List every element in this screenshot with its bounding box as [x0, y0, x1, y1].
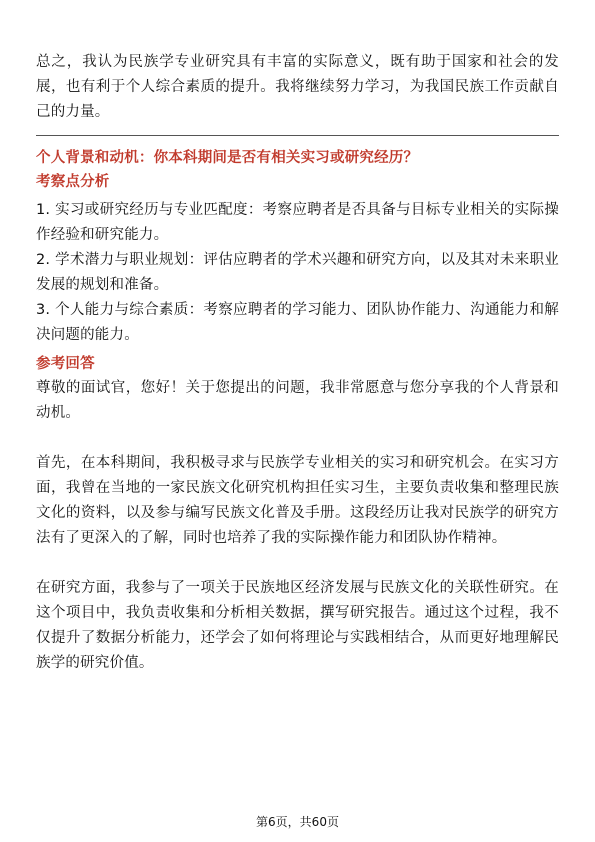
page-footer: 第6页，共60页 — [256, 815, 339, 829]
answer-paragraph-2: 首先，在本科期间，我积极寻求与民族学专业相关的实习和研究机会。在实习方面，我曾在当地的一家民族文化研究机构担任实习生，主要负责收集和整理民族文化的资料，以及参与编写民族文化普及手册。这段经历让我对民族学的研究方法有了更深入的了解，同时也培养了我的实际操作能力和团队协作精神。 — [36, 455, 559, 546]
question-title: 个人背景和动机：你本科期间是否有相关实习或研究经历？ — [36, 150, 419, 166]
analysis-item-1: 1. 实习或研究经历与专业匹配度：考察应聘者是否具备与目标专业相关的实际操作经验和研究能力。 — [36, 202, 559, 243]
answer-paragraph-3: 在研究方面，我参与了一项关于民族地区经济发展与民族文化的关联性研究。在这个项目中，我负责收集和分析相关数据，撰写研究报告。通过这个过程，我不仅提升了数据分析能力，还学会了如何将理论与实践相结合，从而更好地理解民族学的研究价值。 — [36, 580, 559, 671]
analysis-item-2: 2. 学术潜力与职业规划：评估应聘者的学术兴趣和研究方向，以及其对未来职业发展的规划和准备。 — [36, 252, 559, 293]
answer-paragraph-1: 尊敬的面试官，您好！关于您提出的问题，我非常愿意与您分享我的个人背景和动机。 — [36, 380, 559, 421]
analysis-item-3: 3. 个人能力与综合素质：考察应聘者的学习能力、团队协作能力、沟通能力和解决问题的能力。 — [36, 302, 559, 343]
analysis-heading: 考察点分析 — [36, 174, 110, 190]
answer-heading: 参考回答 — [36, 356, 95, 372]
intro-paragraph: 总之，我认为民族学专业研究具有丰富的实际意义，既有助于国家和社会的发展，也有利于个人综合素质的提升。我将继续努力学习，为我国民族工作贡献自己的力量。 — [36, 54, 559, 120]
section-divider — [36, 135, 559, 136]
page-content — [36, 50, 559, 676]
